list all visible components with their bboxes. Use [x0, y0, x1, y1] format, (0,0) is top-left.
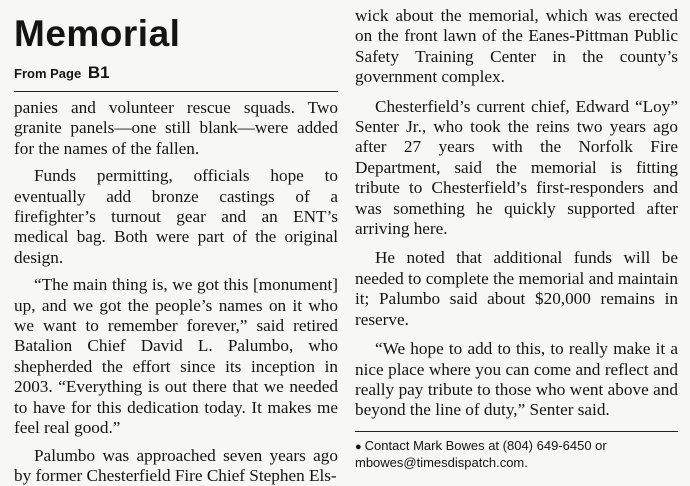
paragraph: “We hope to add to this, to really make it a nice place where you can come and reflect and really pay tribute to those who went above and beyond the line of duty,” Senter said.: [355, 339, 678, 421]
left-body: [14, 98, 338, 486]
contact-email: mbowes@timesdispatch.com.: [355, 455, 528, 470]
paragraph: panies and volunteer rescue squads. Two granite panels—one still blank—were added for the names of the fallen.: [14, 98, 338, 159]
left-column: [14, 0, 338, 486]
jump-rule: [14, 91, 338, 92]
contact-line: Contact Mark Bowes at (804) 649-6450 or: [365, 438, 607, 453]
paragraph: Chesterfield’s current chief, Edward “Loy” Senter Jr., who took the reins two years ago after 27 years with the Norfolk Fire Department, said the memorial is fitting tribute to Chesterfield’s first-responders and was something he quickly supported after arriving here.: [355, 97, 678, 240]
reporter-contact: [355, 438, 678, 471]
headline: Memorial: [14, 14, 338, 54]
paragraph: Funds permitting, officials hope to eventually add bronze castings of a firefighter’s turnout gear and an ENT’s medical bag. Both were part of the original design.: [14, 166, 338, 268]
credit-rule: [355, 431, 678, 432]
jump-page: B1: [88, 63, 110, 82]
jump-line: [14, 64, 338, 83]
paragraph: wick about the memorial, which was erected on the front lawn of the Eanes-Pittman Public Safety Training Center in the county’s government complex.: [355, 6, 678, 88]
right-column: [355, 0, 678, 471]
paragraph: “The main thing is, we got this [monument] up, and we got the people’s names on it who we want to remember forever,” said retired Batalion Chief David L. Palumbo, who shepherded the effort since its inception in 2003. “Everything is out there that we needed to have for this dedication today. It makes me feel real good.”: [14, 275, 338, 438]
jump-prefix: From Page: [14, 66, 81, 81]
paragraph: Palumbo was approached seven years ago by former Chesterfield Fire Chief Stephen Els-: [14, 446, 338, 486]
bullet-icon: ●: [355, 441, 362, 453]
paragraph: He noted that additional funds will be needed to complete the memorial and maintain it; Palumbo said about $20,000 remains in reserve.: [355, 248, 678, 330]
